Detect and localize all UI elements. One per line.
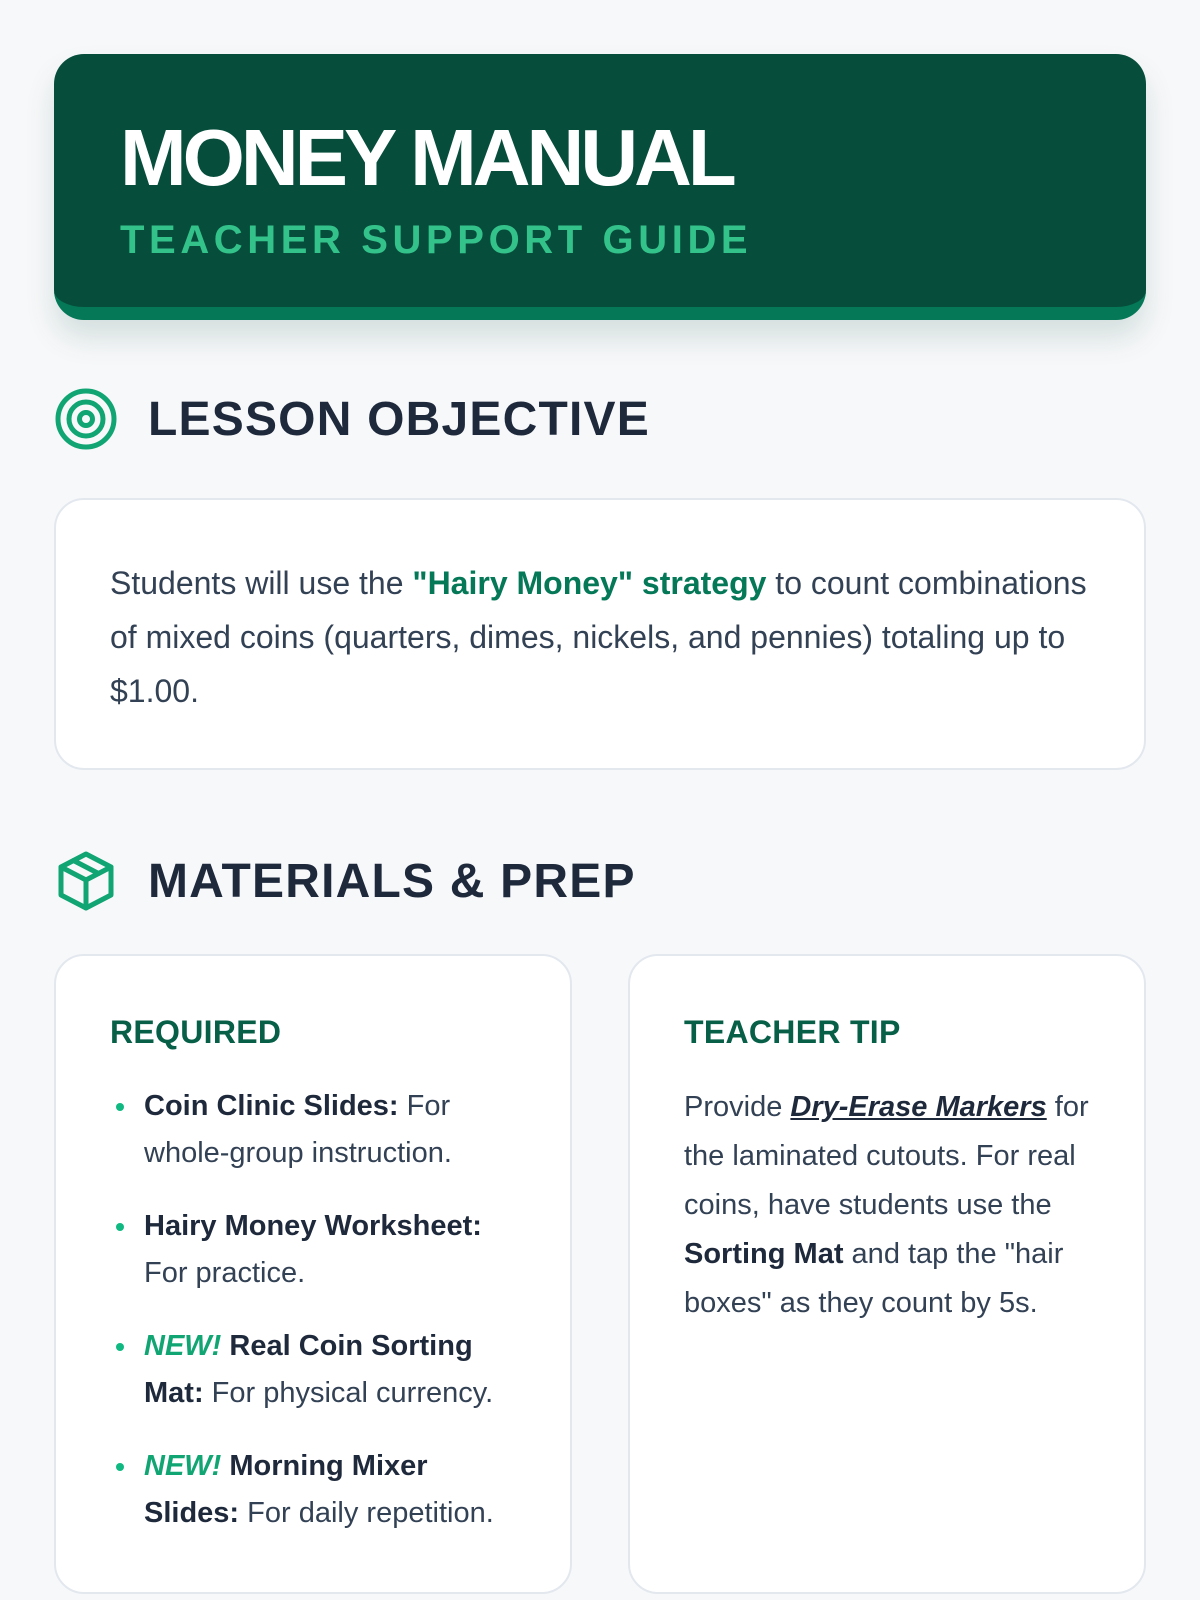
objective-card — [54, 498, 1146, 770]
item-name: Hairy Money Worksheet: — [144, 1210, 482, 1242]
materials-section — [54, 846, 1146, 1594]
section-heading-objective — [54, 384, 1146, 454]
teacher-tip-heading: TEACHER TIP — [684, 1014, 901, 1050]
required-card — [54, 954, 572, 1594]
teacher-tip-card — [628, 954, 1146, 1594]
materials-grid — [54, 954, 1146, 1594]
target-icon — [54, 387, 118, 451]
lesson-objective-section — [54, 384, 1146, 770]
item-desc: For daily repetition. — [239, 1497, 494, 1529]
new-tag: NEW! — [144, 1330, 222, 1362]
tip-emphasis-markers: Dry-Erase Markers — [790, 1091, 1047, 1123]
tip-part-3: and tap the "hair boxes" as they count by 5s. — [684, 1238, 1064, 1319]
list-item — [110, 1323, 516, 1417]
item-desc: For practice. — [144, 1257, 306, 1289]
item-name: Morning Mixer Slides: — [144, 1450, 428, 1529]
header-banner — [54, 54, 1146, 320]
required-heading: REQUIRED — [110, 1014, 282, 1050]
objective-text — [110, 556, 1090, 718]
item-name: Real Coin Sorting Mat: — [144, 1330, 473, 1409]
tip-part-1: Provide — [684, 1091, 791, 1123]
item-desc: For whole-group instruction. — [144, 1090, 452, 1169]
objective-text-start: Students will use the — [110, 565, 413, 601]
required-list — [110, 1083, 516, 1537]
tip-bold-sorting-mat: Sorting Mat — [684, 1238, 844, 1270]
page-subtitle: TEACHER SUPPORT GUIDE — [120, 218, 753, 262]
item-desc: For physical currency. — [203, 1377, 494, 1409]
section-heading-materials — [54, 846, 1146, 916]
section-title-materials: MATERIALS & PREP — [148, 854, 636, 908]
box-icon — [54, 849, 118, 913]
new-tag: NEW! — [144, 1450, 222, 1482]
teacher-tip-text — [684, 1083, 1090, 1328]
objective-strategy-highlight: "Hairy Money" strategy — [412, 565, 767, 601]
tip-part-2: for the laminated cutouts. For real coins, have students use the — [684, 1091, 1089, 1221]
item-name: Coin Clinic Slides: — [144, 1090, 399, 1122]
list-item — [110, 1203, 516, 1297]
section-title-objective: LESSON OBJECTIVE — [148, 392, 650, 446]
list-item — [110, 1443, 516, 1537]
objective-text-end: to count combinations of mixed coins (quarters, dimes, nickels, and pennies) totaling up to $1.00. — [110, 565, 1087, 709]
list-item — [110, 1083, 516, 1177]
page-title: MONEY MANUAL — [120, 113, 733, 202]
